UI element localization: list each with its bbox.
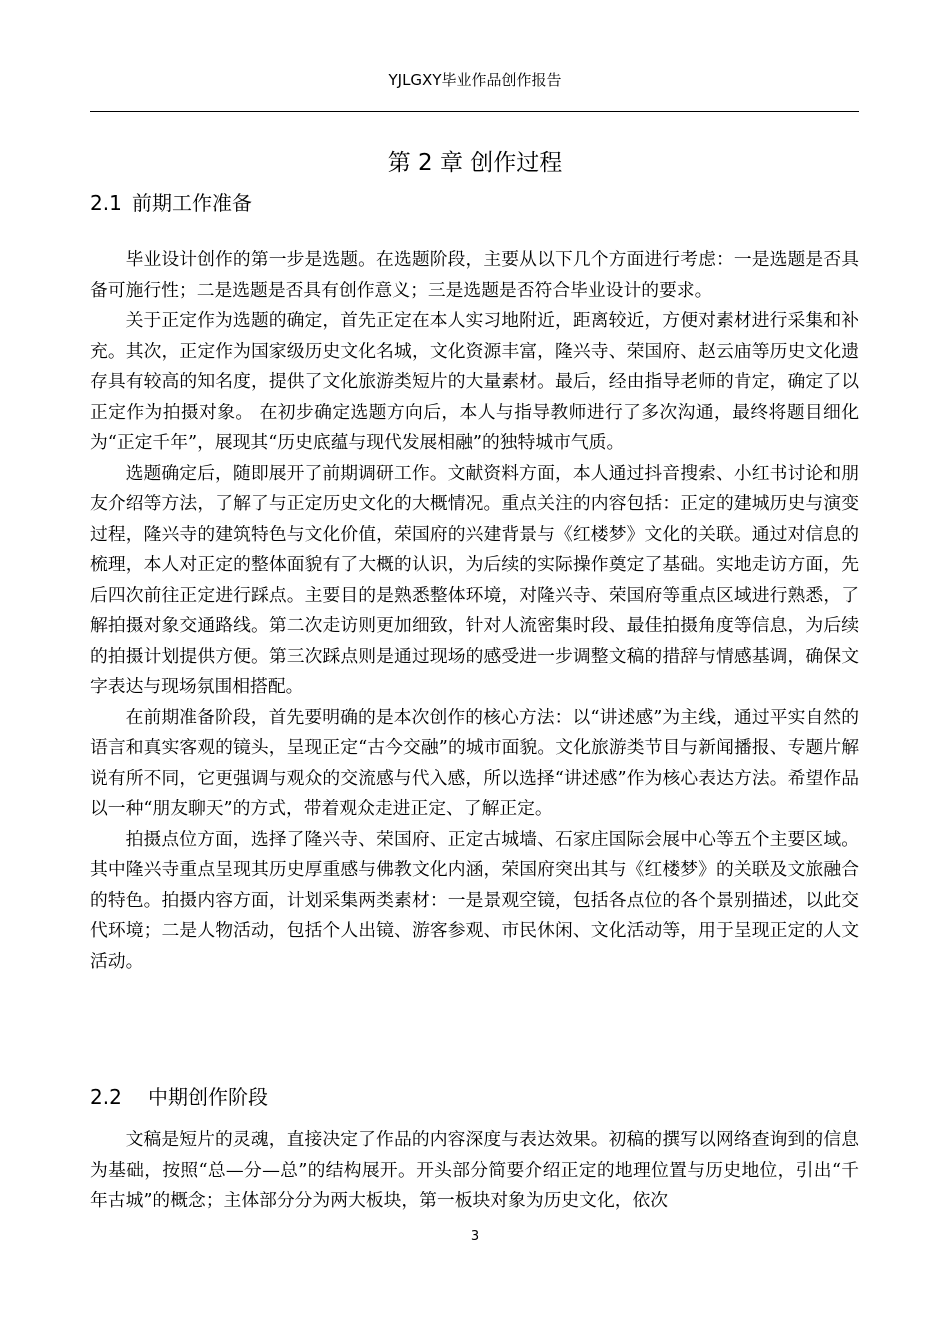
section-heading-2-2	[90, 1083, 268, 1111]
paragraph: 拍摄点位方面，选择了隆兴寺、荣国府、正定古城墙、石家庄国际会展中心等五个主要区域。其中隆兴寺重点呈现其历史厚重感与佛教文化内涵，荣国府突出其与《红楼梦》的关联及文旅融合的特色。拍摄内容方面，计划采集两类素材：一是景观空镜，包括各点位的各个景别描述，以此交代环境；二是人物活动，包括个人出镜、游客参观、市民休闲、文化活动等，用于呈现正定的人文活动。	[90, 828, 859, 972]
running-header: YJLGXY毕业作品创作报告	[388, 71, 562, 89]
paragraph: 关于正定作为选题的确定，首先正定在本人实习地附近，距离较近，方便对素材进行采集和补充。其次，正定作为国家级历史文化名城，文化资源丰富，隆兴寺、荣国府、赵云庙等历史文化遗存具有较高的知名度，提供了文化旅游类短片的大量素材。最后，经由指导老师的肯定，确定了以正定作为拍摄对象。 在初步确定选题方向后，本人与指导教师进行了多次沟通，最终将题目细化为“正定千年”，展现其“历史底蕴与现代发展相融”的独特城市气质。	[90, 310, 859, 453]
section-body-2-2	[90, 1125, 859, 1217]
chapter-title: 第 2 章 创作过程	[387, 150, 563, 176]
section-title: 中期创作阶段	[148, 1085, 268, 1109]
section-title: 前期工作准备	[132, 191, 252, 215]
section-body-2-1	[90, 245, 859, 977]
section-heading-2-1	[90, 189, 252, 217]
paragraph: 文稿是短片的灵魂，直接决定了作品的内容深度与表达效果。初稿的撰写以网络查询到的信息为基础，按照“总—分—总”的结构展开。开头部分简要介绍正定的地理位置与历史地位，引出“千年古城”的概念；主体部分分为两大板块，第一板块对象为历史文化，依次	[90, 1129, 859, 1211]
section-number: 2.2	[90, 1085, 122, 1109]
paragraph: 在前期准备阶段，首先要明确的是本次创作的核心方法：以“讲述感”为主线，通过平实自然的语言和真实客观的镜头，呈现正定“古今交融”的城市面貌。文化旅游类节目与新闻播报、专题片解说有所不同，它更强调与观众的交流感与代入感，所以选择“讲述感”作为核心表达方法。希望作品以一种“朋友聊天”的方式，带着观众走进正定、了解正定。	[90, 706, 859, 819]
paragraph: 毕业设计创作的第一步是选题。在选题阶段，主要从以下几个方面进行考虑：一是选题是否具备可施行性；二是选题是否具有创作意义；三是选题是否符合毕业设计的要求。	[90, 249, 859, 301]
paragraph: 选题确定后，随即展开了前期调研工作。文献资料方面，本人通过抖音搜索、小红书讨论和朋友介绍等方法，了解了与正定历史文化的大概情况。重点关注的内容包括：正定的建城历史与演变过程，隆兴寺的建筑特色与文化价值，荣国府的兴建背景与《红楼梦》文化的关联。通过对信息的梳理，本人对正定的整体面貌有了大概的认识，为后续的实际操作奠定了基础。实地走访方面，先后四次前往正定进行踩点。主要目的是熟悉整体环境，对隆兴寺、荣国府等重点区域进行熟悉，了解拍摄对象交通路线。第二次走访则更加细致，针对人流密集时段、最佳拍摄角度等信息，为后续的拍摄计划提供方便。第三次踩点则是通过现场的感受进一步调整文稿的措辞与情感基调，确保文字表达与现场氛围相搭配。	[90, 462, 859, 697]
section-number: 2.1	[90, 191, 122, 215]
header-rule	[90, 111, 859, 112]
page-number: 3	[470, 1229, 480, 1244]
